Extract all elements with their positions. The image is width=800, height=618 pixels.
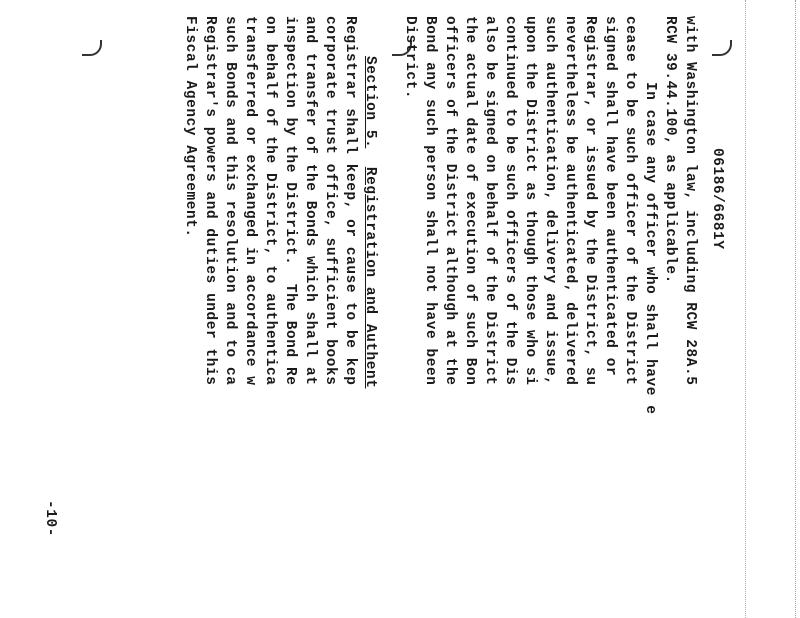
body-line: with Washington law, including RCW 28A.5 (682, 16, 698, 386)
body-line: Bond any such person shall not have been (422, 16, 438, 386)
body-line: officers of the District although at the (442, 16, 458, 386)
body-line: also be signed on behalf of the District (482, 16, 498, 386)
section-heading-line (360, 16, 380, 618)
body-text (180, 16, 700, 618)
page-number: -10- (42, 500, 58, 537)
body-line: continued to be such officers of the Dis (502, 16, 518, 386)
section-line: Registrar shall keep, or cause to be kep (342, 16, 358, 386)
body-line: the actual date of execution of such Bon (462, 16, 478, 386)
body-line: cease to be such officer of the District (622, 16, 638, 386)
section-line: Registrar's powers and duties under this (202, 16, 218, 386)
section-title: Registration and Authent (362, 166, 378, 389)
section-line: inspection by the District. The Bond Re (282, 16, 298, 386)
body-line: such authentication, delivery and issue, (542, 16, 558, 386)
section-line: such Bonds and this resolution and to ca (222, 16, 238, 386)
punch-hole-mark-icon (82, 40, 102, 56)
margin-dotted-line-2 (741, 0, 746, 618)
punch-hole-mark-icon (712, 40, 732, 56)
section-line: corporate trust office, sufficient books (322, 16, 338, 386)
body-line: upon the District as though those who si (522, 16, 538, 386)
section-heading: Section 5. (362, 56, 378, 149)
paragraph-gap (380, 16, 400, 618)
body-line: District. (402, 16, 418, 100)
section-line: on behalf of the District, to authentica (262, 16, 278, 386)
section-line: transferred or exchanged in accordance w (242, 16, 258, 386)
body-line: Registrar, or issued by the District, su (582, 16, 598, 386)
body-line: nevertheless be authenticated, delivered (562, 16, 578, 386)
document-id: 06186/6681Y (709, 148, 725, 250)
body-line: In case any officer who shall have e (642, 82, 658, 415)
margin-dotted-line (791, 0, 796, 618)
section-line: Fiscal Agency Agreement. (182, 16, 198, 238)
body-line: signed shall have been authenticated or (602, 16, 618, 377)
body-line: RCW 39.44.100, as applicable. (662, 16, 678, 284)
section-line: and transfer of the Bonds which shall at (302, 16, 318, 386)
